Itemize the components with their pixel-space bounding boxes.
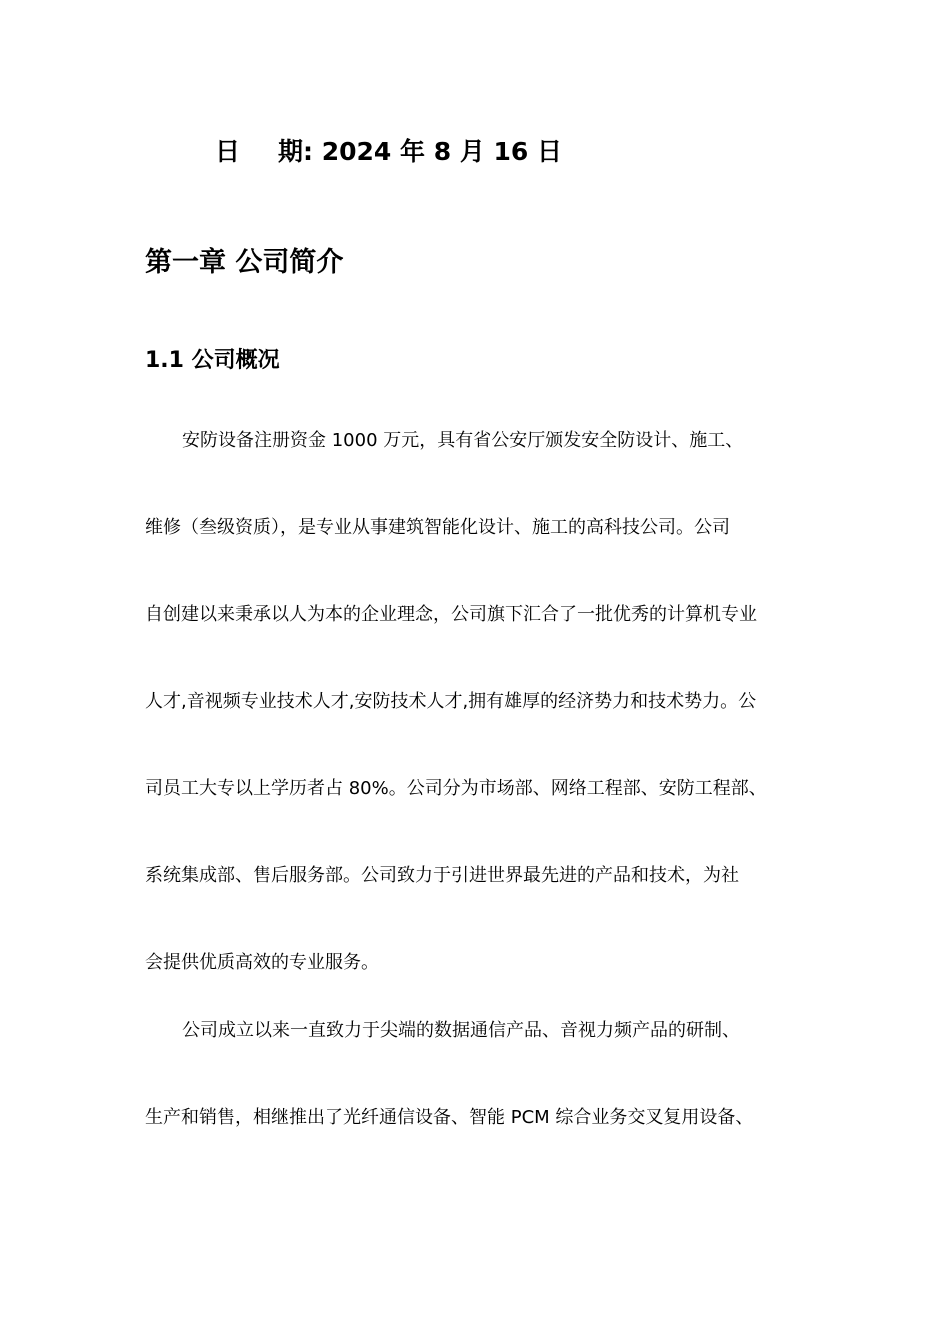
paragraph-line: 维修（叁级资质），是专业从事建筑智能化设计、施工的高科技公司。公司	[145, 517, 730, 538]
chapter-title: 第一章 公司简介	[145, 247, 344, 278]
paragraph-line: 公司成立以来一直致力于尖端的数据通信产品、音视力频产品的研制、	[182, 1020, 740, 1041]
date-label-char1: 日	[215, 137, 241, 166]
paragraph-line: 自创建以来秉承以人为本的企业理念，公司旗下汇合了一批优秀的计算机专业	[145, 604, 757, 625]
date-label-char2: 期:	[278, 137, 314, 166]
section-title: 1.1 公司概况	[145, 348, 280, 373]
paragraph-line: 系统集成部、售后服务部。公司致力于引进世界最先进的产品和技术，为社	[145, 865, 739, 886]
date-value: 2024 年 8 月 16 日	[321, 137, 563, 166]
date-line	[215, 132, 562, 168]
paragraph-line: 生产和销售，相继推出了光纤通信设备、智能 PCM 综合业务交叉复用设备、	[145, 1107, 754, 1128]
paragraph-line: 会提供优质高效的专业服务。	[145, 952, 379, 973]
paragraph-line: 安防设备注册资金 1000 万元，具有省公安厅颁发安全防设计、施工、	[182, 430, 744, 451]
paragraph-line: 司员工大专以上学历者占 80%。公司分为市场部、网络工程部、安防工程部、	[145, 778, 767, 799]
paragraph-line: 人才,音视频专业技术人才,安防技术人才,拥有雄厚的经济势力和技术势力。公	[145, 691, 757, 712]
